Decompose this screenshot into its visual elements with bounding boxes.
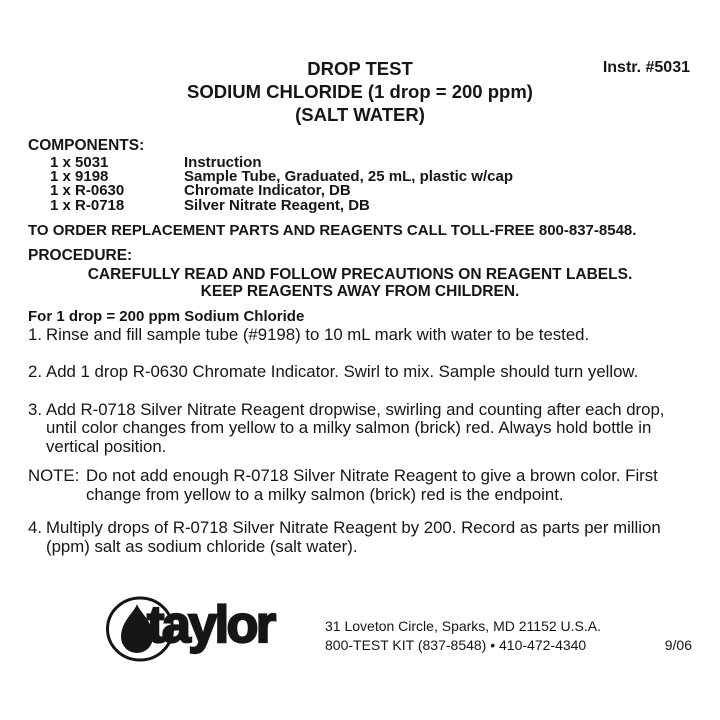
step-text: Add 1 drop R-0630 Chromate Indicator. Swirl to mix. Sample should turn yellow.	[46, 362, 639, 382]
component-desc: Silver Nitrate Reagent, DB	[184, 196, 370, 214]
component-row	[28, 170, 692, 184]
title-block	[28, 57, 692, 126]
caution-block	[28, 266, 692, 300]
caution-line-2: KEEP REAGENTS AWAY FROM CHILDREN.	[200, 282, 520, 300]
caution-line-1: CAREFULLY READ AND FOLLOW PRECAUTIONS ON REAGENT LABELS.	[87, 265, 633, 283]
replacement-parts-line: TO ORDER REPLACEMENT PARTS AND REAGENTS CALL TOLL-FREE 800-837-8548.	[28, 221, 637, 239]
step-text: Add R-0718 Silver Nitrate Reagent dropwise, swirling and counting after each drop, until color changes from yellow to a milky salmon (brick) red. Always hold bottle in vertical position.	[46, 399, 665, 456]
footer	[28, 596, 692, 676]
component-desc: Instruction	[184, 154, 262, 171]
logo-wordmark: taylor	[147, 596, 274, 654]
address-block	[325, 617, 601, 654]
procedure-step-4	[28, 519, 692, 556]
component-desc: Chromate Indicator, DB	[184, 182, 351, 200]
procedure-step-2	[28, 363, 692, 382]
component-desc: Sample Tube, Graduated, 25 mL, plastic w/cap	[184, 168, 513, 186]
component-row	[28, 196, 692, 214]
address-line: 31 Loveton Circle, Sparks, MD 21152 U.S.A.	[325, 618, 601, 634]
components-section	[28, 137, 692, 213]
component-qty: 1 x R-0718	[50, 196, 125, 214]
revision-date: 9/06	[664, 637, 692, 653]
component-qty: 1 x 9198	[50, 168, 109, 186]
taylor-logo	[105, 596, 355, 666]
step-number: 2.	[28, 362, 42, 382]
note-text: Do not add enough R-0718 Silver Nitrate Reagent to give a brown color. First change from yellow to a milky salmon (brick) red is the endpoint.	[86, 466, 658, 504]
procedure-step-1	[28, 326, 692, 345]
drop-ratio-subheading: For 1 drop = 200 ppm Sodium Chloride	[28, 307, 305, 325]
note-label: NOTE:	[28, 466, 80, 486]
step-text: Multiply drops of R-0718 Silver Nitrate Reagent by 200. Record as parts per million (ppm) salt as sodium chloride (salt water).	[46, 518, 661, 556]
step-number: 4.	[28, 518, 42, 538]
component-qty: 1 x 5031	[50, 154, 109, 171]
step-number: 1.	[28, 324, 42, 344]
title-line-1: DROP TEST	[307, 58, 413, 79]
component-qty: 1 x R-0630	[50, 182, 125, 200]
phone-line: 800-TEST KIT (837-8548) • 410-472-4340	[325, 636, 587, 653]
components-list	[28, 156, 692, 213]
components-heading: COMPONENTS:	[28, 137, 145, 154]
procedure-note	[28, 467, 692, 504]
procedure-heading: PROCEDURE:	[28, 246, 133, 264]
instruction-number: Instr. #5031	[602, 59, 690, 76]
procedure-step-3	[28, 401, 692, 457]
title-line-2: SODIUM CHLORIDE (1 drop = 200 ppm)	[187, 81, 533, 102]
title-line-3: (SALT WATER)	[295, 104, 425, 125]
step-number: 3.	[28, 399, 42, 419]
step-text: Rinse and fill sample tube (#9198) to 10 mL mark with water to be tested.	[46, 324, 590, 344]
